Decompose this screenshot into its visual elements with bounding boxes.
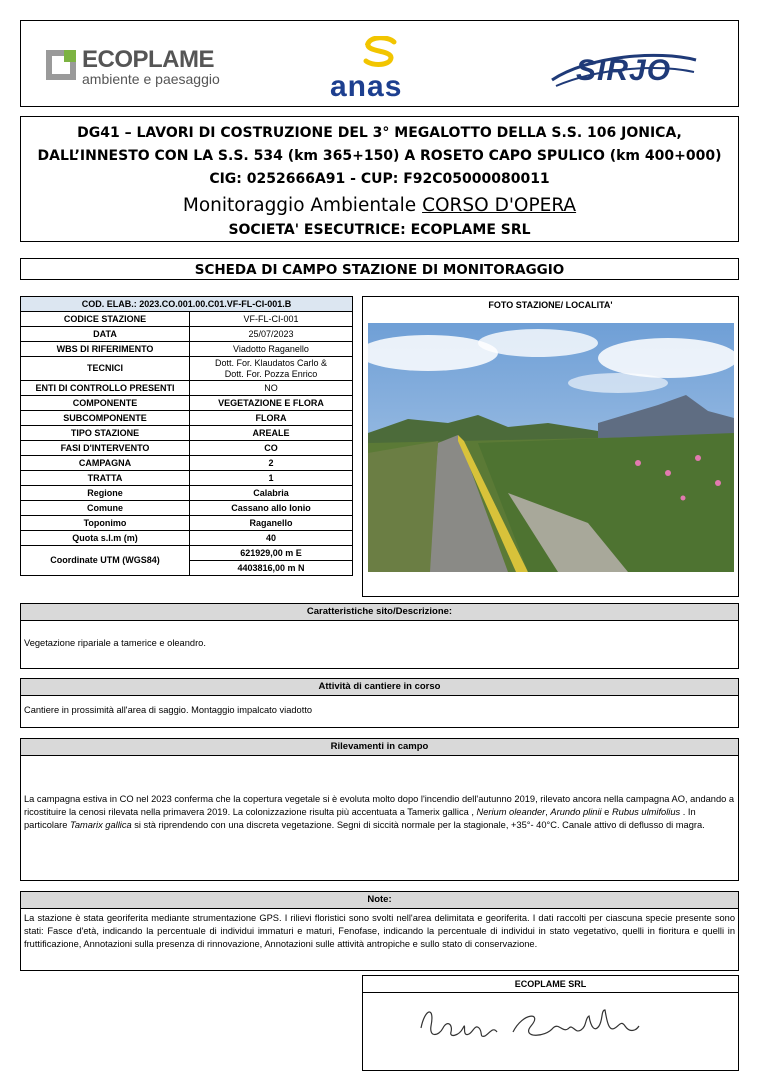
field-surveys-title: Rilevamenti in campo — [21, 739, 738, 756]
table-row — [21, 531, 353, 546]
table-row — [21, 546, 353, 561]
param-value-multiline — [190, 357, 353, 381]
project-title-line2: DALL’INNESTO CON LA S.S. 534 (km 365+150) A ROSETO CAPO SPULICO (km 400+000) — [37, 148, 722, 164]
technician-1: Dott. For. Klaudatos Carlo & — [214, 357, 328, 368]
param-key: Toponimo — [21, 516, 190, 531]
param-key: TIPO STAZIONE — [21, 426, 190, 441]
site-description-text: Vegetazione ripariale a tamerice e oleandro. — [24, 638, 206, 648]
utm-north: 4403816,00 m N — [190, 561, 353, 576]
photo-title: FOTO STAZIONE/ LOCALITA' — [488, 300, 613, 310]
param-value: 1 — [190, 471, 353, 486]
station-parameters-table — [20, 296, 353, 576]
species-name: Rubus ulmifolius — [611, 807, 681, 817]
anas-s-mark-icon — [358, 36, 402, 72]
param-key: Coordinate UTM (WGS84) — [21, 546, 190, 576]
notes-section — [20, 891, 739, 971]
param-value: 40 — [190, 531, 353, 546]
param-key: Regione — [21, 486, 190, 501]
survey-text-part: La campagna estiva in CO nel 2023 conferma che la copertura vegetale si è evoluta molto dopo l'incendio dell'autunno 2019, rilevato ancora nella campagna AO, andando a ricostituire la cenosi rilevata nella primavera 2019. La colonizzazione risulta più accentuata a Tamerix gallica , — [24, 794, 735, 817]
param-key: COMPONENTE — [21, 396, 190, 411]
station-photo — [368, 323, 734, 572]
sheet-title-box — [20, 258, 739, 280]
species-name: Nerium oleander — [476, 807, 546, 817]
anas-logo-text: anas — [330, 70, 403, 103]
project-header — [20, 116, 739, 242]
ecoplame-mark-icon — [46, 50, 76, 80]
table-row — [21, 501, 353, 516]
table-row — [21, 312, 353, 327]
notes-title: Note: — [21, 892, 738, 909]
ecoplame-logo — [46, 46, 246, 90]
param-value: 25/07/2023 — [190, 327, 353, 342]
field-surveys-section — [20, 738, 739, 881]
param-value: CO — [190, 441, 353, 456]
param-value: Cassano allo Ionio — [190, 501, 353, 516]
table-row — [21, 342, 353, 357]
executing-company: SOCIETA' ESECUTRICE: ECOPLAME SRL — [228, 222, 531, 238]
utm-east: 621929,00 m E — [190, 546, 353, 561]
param-key: WBS DI RIFERIMENTO — [21, 342, 190, 357]
param-key: SUBCOMPONENTE — [21, 411, 190, 426]
site-description-section — [20, 603, 739, 669]
anas-logo — [328, 36, 438, 103]
site-activities-title: Attività di cantiere in corso — [21, 679, 738, 696]
table-row — [21, 516, 353, 531]
survey-text-part: si stà riprendendo con una discreta vegetazione. Segni di siccità normale per la stagionale, +35°- 40°C. Canale attivo di deflusso di magra. — [131, 820, 705, 830]
param-value: AREALE — [190, 426, 353, 441]
param-value: FLORA — [190, 411, 353, 426]
table-row — [21, 327, 353, 342]
param-key: ENTI DI CONTROLLO PRESENTI — [21, 381, 190, 396]
param-value: VF-FL-CI-001 — [190, 312, 353, 327]
survey-text-part: , — [545, 807, 551, 817]
species-name: Tamarix gallica — [70, 820, 132, 830]
notes-text: La stazione è stata georiferita mediante strumentazione GPS. I rilievi floristici sono svolti nell'area delimitata e georiferita. I dati raccolti per ciascuna specie presente sono stati: Fasce d'età, indicando la percentuale di individui immaturi e maturi, Fenofase, indicando la percentuale di individui in stato vegetativo, quelli in fioritura e quelli in fruttificazione, Annotazioni sulla presenza di rinnovazione, Annotazioni sulle attività antropiche e sullo stato di conservazione. — [24, 913, 735, 949]
table-row — [21, 411, 353, 426]
sirjo-logo — [548, 50, 698, 90]
signature-company: ECOPLAME SRL — [363, 976, 738, 993]
table-row — [21, 471, 353, 486]
field-surveys-text — [24, 793, 735, 832]
monitoring-phase-value: CORSO D'OPERA — [422, 195, 577, 216]
param-key: CODICE STAZIONE — [21, 312, 190, 327]
table-row — [21, 381, 353, 396]
param-key: Comune — [21, 501, 190, 516]
handwritten-signature — [413, 998, 673, 1058]
param-value: VEGETAZIONE E FLORA — [190, 396, 353, 411]
param-value: NO — [190, 381, 353, 396]
param-key: CAMPAGNA — [21, 456, 190, 471]
code-elab: COD. ELAB.: 2023.CO.001.00.C01.VF-FL-CI-001.B — [21, 297, 353, 312]
param-value: Raganello — [190, 516, 353, 531]
param-key: TRATTA — [21, 471, 190, 486]
monitoring-label: Monitoraggio Ambientale — [182, 195, 423, 216]
station-photo-image — [368, 323, 734, 572]
site-activities-text: Cantiere in prossimità all'area di saggio. Montaggio impalcato viadotto — [24, 705, 313, 715]
signature-box — [362, 975, 739, 1071]
sirjo-logo-text: SIRJO — [576, 54, 672, 87]
param-value: 2 — [190, 456, 353, 471]
survey-text-part: e — [601, 807, 612, 817]
table-row — [21, 396, 353, 411]
table-row — [21, 357, 353, 381]
param-value: Calabria — [190, 486, 353, 501]
table-row — [21, 456, 353, 471]
survey-text-part: . In particolare — [24, 807, 696, 830]
param-key: FASI D'INTERVENTO — [21, 441, 190, 456]
ecoplame-logo-title: ECOPLAME — [82, 46, 215, 73]
species-name: Arundo plinii — [550, 807, 602, 817]
param-key: TECNICI — [21, 357, 190, 381]
project-title-line1: DG41 – LAVORI DI COSTRUZIONE DEL 3° MEGALOTTO DELLA S.S. 106 JONICA, — [77, 125, 682, 141]
site-activities-section — [20, 678, 739, 728]
table-row — [21, 426, 353, 441]
param-key: DATA — [21, 327, 190, 342]
project-codes: CIG: 0252666A91 - CUP: F92C05000080011 — [209, 171, 550, 187]
ecoplame-logo-subtitle: ambiente e paesaggio — [82, 71, 220, 87]
monitoring-phase — [21, 195, 738, 216]
technician-2: Dott. For. Pozza Enrico — [224, 368, 318, 379]
param-key: Quota s.l.m (m) — [21, 531, 190, 546]
table-row — [21, 486, 353, 501]
site-description-title: Caratteristiche sito/Descrizione: — [21, 604, 738, 621]
table-row — [21, 441, 353, 456]
sheet-title: SCHEDA DI CAMPO STAZIONE DI MONITORAGGIO — [194, 262, 565, 278]
param-value: Viadotto Raganello — [190, 342, 353, 357]
